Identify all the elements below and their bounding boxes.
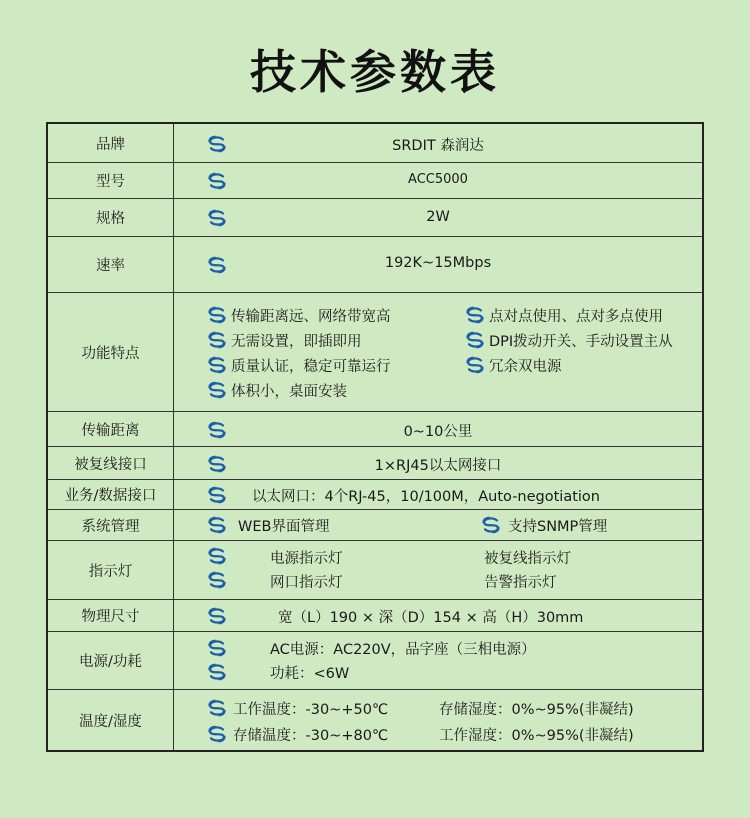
row-label: 指示灯 (48, 541, 174, 599)
row-value: 0~10公里 (403, 424, 473, 440)
table-row (48, 162, 702, 198)
temp-item: 存储湿度：0%~95%(非凝结) (439, 702, 634, 718)
table-row (48, 479, 702, 509)
power-item: AC电源：AC220V，品字座（三相电源） (270, 642, 536, 658)
row-label: 系统管理 (48, 510, 174, 540)
row-label: 被复线接口 (48, 447, 174, 479)
temp-item: 工作温度：-30~+50℃ (233, 702, 389, 718)
srdit-logo-icon (206, 516, 228, 534)
row-label: 型号 (48, 163, 174, 198)
srdit-logo-icon (206, 486, 228, 504)
indicator-item: 网口指示灯 (270, 575, 343, 591)
indicator-item: 告警指示灯 (484, 575, 557, 591)
srdit-logo-icon (206, 306, 228, 324)
row-value: 1×RJ45以太网接口 (374, 458, 502, 474)
table-row (48, 509, 702, 540)
srdit-logo-icon (464, 331, 486, 349)
table-row (48, 236, 702, 292)
row-value: 宽（L）190 × 深（D）154 × 高（H）30mm (278, 610, 584, 626)
indicator-item: 被复线指示灯 (484, 551, 571, 567)
srdit-logo-icon (464, 356, 486, 374)
srdit-logo-icon (206, 699, 228, 717)
srdit-logo-icon (480, 516, 502, 534)
srdit-logo-icon (206, 331, 228, 349)
row-value: 192K~15Mbps (384, 255, 492, 271)
table-row (48, 540, 702, 599)
srdit-logo-icon (206, 356, 228, 374)
srdit-logo-icon (206, 571, 228, 589)
indicator-item: 电源指示灯 (270, 551, 343, 567)
row-label: 温度/湿度 (48, 690, 174, 750)
mgmt-item: WEB界面管理 (238, 519, 330, 535)
feature-item: 体积小，桌面安装 (231, 384, 347, 400)
row-label: 功能特点 (48, 293, 174, 411)
row-label: 品牌 (48, 124, 174, 162)
srdit-logo-icon (464, 306, 486, 324)
row-label: 规格 (48, 199, 174, 236)
feature-item: 点对点使用、点对多点使用 (489, 309, 663, 325)
row-value: SRDIT 森润达 (392, 138, 484, 154)
row-value: 以太网口：4个RJ-45，10/100M，Auto-negotiation (252, 489, 600, 505)
table-row (48, 446, 702, 479)
feature-item: 传输距离远、网络带宽高 (231, 309, 391, 325)
table-row (48, 599, 702, 631)
srdit-logo-icon (206, 725, 228, 743)
temp-item: 工作湿度：0%~95%(非凝结) (439, 728, 634, 744)
feature-item: 无需设置，即插即用 (231, 334, 362, 350)
srdit-logo-icon (206, 663, 228, 681)
table-row (48, 124, 702, 162)
mgmt-item: 支持SNMP管理 (508, 519, 608, 535)
table-row (48, 411, 702, 446)
row-label: 电源/功耗 (48, 632, 174, 689)
srdit-logo-icon (206, 607, 228, 625)
row-value: ACC5000 (408, 172, 468, 187)
table-row (48, 292, 702, 411)
table-row (48, 198, 702, 236)
row-label: 业务/数据接口 (48, 480, 174, 509)
row-label: 速率 (48, 237, 174, 292)
row-label: 传输距离 (48, 412, 174, 446)
feature-item: 质量认证，稳定可靠运行 (231, 359, 391, 375)
temp-item: 存储温度：-30~+80℃ (233, 728, 389, 744)
spec-table (46, 122, 704, 752)
srdit-logo-icon (206, 639, 228, 657)
row-label: 物理尺寸 (48, 600, 174, 631)
srdit-logo-icon (206, 381, 228, 399)
power-item: 功耗：<6W (270, 666, 350, 682)
table-row (48, 689, 702, 750)
srdit-logo-icon (206, 547, 228, 565)
row-value: 2W (426, 209, 450, 225)
feature-item: 冗余双电源 (489, 359, 562, 375)
table-row (48, 631, 702, 689)
feature-item: DPI拨动开关、手动设置主从 (489, 334, 673, 350)
page-title: 技术参数表 (250, 45, 500, 99)
